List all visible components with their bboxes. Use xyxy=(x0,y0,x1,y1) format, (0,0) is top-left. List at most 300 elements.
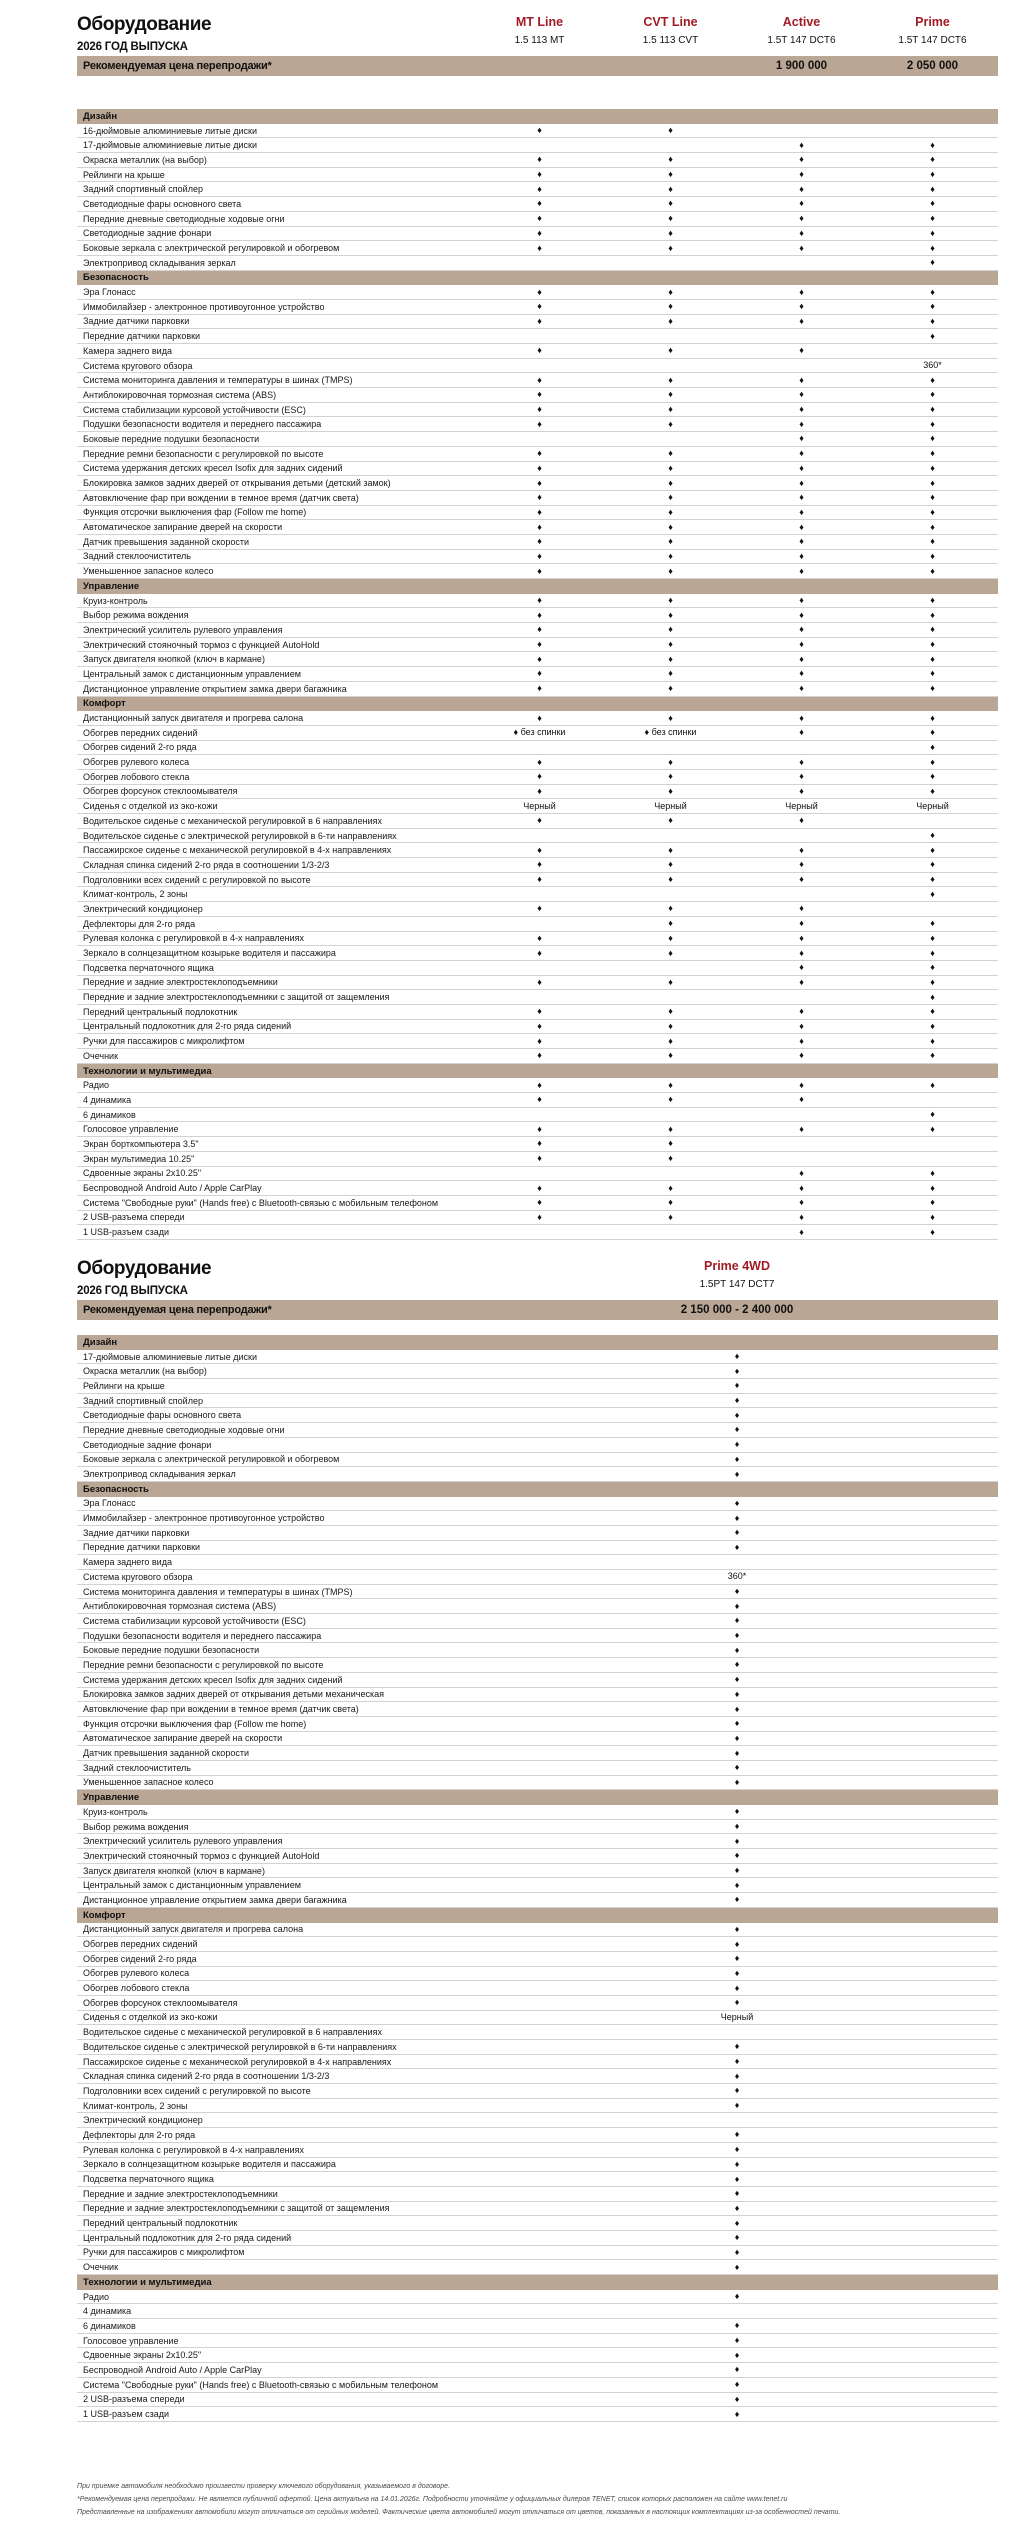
feature-label: Система удержания детских кресел Isofix для задних сидений xyxy=(83,463,343,474)
feature-value: ♦ xyxy=(799,139,804,150)
feature-value: ♦ xyxy=(537,301,542,312)
feature-label: Задний спортивный спойлер xyxy=(83,184,203,195)
section-band: Безопасность xyxy=(77,271,998,286)
table-row xyxy=(77,1034,998,1049)
feature-label: Уменьшенное запасное колесо xyxy=(83,566,214,577)
feature-label: Боковые передние подушки безопасности xyxy=(83,1645,260,1656)
feature-label: Система стабилизации курсовой устойчивости (ESC) xyxy=(83,404,306,415)
feature-value: ♦ xyxy=(734,1630,740,1641)
footnote: Представленные на изображениях автомобили могут отличаться от серийных моделей. Фактические цвета автомобилей могут отличаться от цветов, показанных в настоящих комплектациях из-за особенностей печати. xyxy=(77,2509,841,2516)
feature-value: ♦ xyxy=(537,492,542,503)
table-title-block xyxy=(77,12,474,53)
table-row xyxy=(77,2393,998,2408)
feature-value: ♦ xyxy=(668,125,673,136)
feature-value: ♦ xyxy=(668,389,673,400)
feature-value: ♦ xyxy=(668,624,673,635)
feature-value: ♦ xyxy=(668,785,673,796)
feature-value: ♦ xyxy=(799,183,804,194)
feature-value: ♦ без спинки xyxy=(644,727,697,738)
table-row xyxy=(77,1005,998,1020)
feature-value: ♦ xyxy=(734,1821,740,1832)
table-row xyxy=(77,1570,998,1585)
price-label: Рекомендуемая цена перепродажи* xyxy=(83,1304,272,1316)
table-row xyxy=(77,2231,998,2246)
feature-label: Система удержания детских кресел Isofix для задних сидений xyxy=(83,1674,343,1685)
table-row xyxy=(77,1878,998,1893)
feature-value: ♦ xyxy=(734,1439,740,1450)
table-row xyxy=(77,1122,998,1137)
table-row xyxy=(77,829,998,844)
feature-label: Экран мультимедиа 10.25" xyxy=(83,1153,195,1164)
table-row xyxy=(77,1937,998,1952)
feature-value: ♦ xyxy=(930,962,935,973)
table-row xyxy=(77,1864,998,1879)
feature-value: ♦ xyxy=(734,1732,740,1743)
table-row xyxy=(77,961,998,976)
table-row xyxy=(77,1585,998,1600)
feature-label: Передние и задние электростеклоподъемники xyxy=(83,2188,278,2199)
feature-value: ♦ xyxy=(537,315,542,326)
feature-value: ♦ xyxy=(734,1688,740,1699)
feature-label: Передние дневные светодиодные ходовые огни xyxy=(83,213,285,224)
feature-value: ♦ xyxy=(537,389,542,400)
feature-label: Обогрев лобового стекла xyxy=(83,1983,190,1994)
feature-value: ♦ xyxy=(799,683,804,694)
feature-label: 16-дюймовые алюминиевые литые диски xyxy=(83,125,257,136)
table-row xyxy=(77,946,998,961)
feature-label: 1 USB-разъем сзади xyxy=(83,2409,170,2420)
feature-label: Подушки безопасности водителя и переднего пассажира xyxy=(83,1630,322,1641)
feature-label: Подсветка перчаточного ящика xyxy=(83,2174,214,2185)
section-band: Комфорт xyxy=(77,697,998,712)
feature-value: ♦ xyxy=(930,169,935,180)
feature-label: Центральный замок с дистанционным управлением xyxy=(83,668,301,679)
feature-label: Электрический усилитель рулевого управления xyxy=(83,1836,283,1847)
feature-value: ♦ xyxy=(668,492,673,503)
feature-value: ♦ xyxy=(930,1123,935,1134)
feature-value: ♦ xyxy=(537,1123,542,1134)
feature-value: ♦ xyxy=(537,521,542,532)
feature-label: Очечник xyxy=(83,1050,119,1061)
table-row xyxy=(77,1673,998,1688)
feature-label: Экран борткомпьютера 3.5" xyxy=(83,1138,199,1149)
feature-value: ♦ xyxy=(734,2217,740,2228)
feature-value: ♦ xyxy=(668,1050,673,1061)
feature-label: Система кругового обзора xyxy=(83,360,193,371)
feature-label: Передние и задние электростеклоподъемники с защитой от защемления xyxy=(83,992,390,1003)
feature-value: ♦ xyxy=(734,2408,740,2419)
feature-value: ♦ xyxy=(930,242,935,253)
table-row xyxy=(77,2378,998,2393)
feature-label: Водительское сиденье с механической регулировкой в 6 направлениях xyxy=(83,2027,383,2038)
table-row xyxy=(77,755,998,770)
feature-value: ♦ xyxy=(930,521,935,532)
table-row xyxy=(77,2187,998,2202)
feature-label: Электрический кондиционер xyxy=(83,903,203,914)
feature-value: ♦ xyxy=(668,550,673,561)
table-row xyxy=(77,476,998,491)
table-row xyxy=(77,520,998,535)
table-row xyxy=(77,1350,998,1365)
feature-value: ♦ xyxy=(668,595,673,606)
feature-label: Рулевая колонка с регулировкой в 4-х направлениях xyxy=(83,933,305,944)
feature-value: ♦ xyxy=(734,2041,740,2052)
feature-value: ♦ xyxy=(930,374,935,385)
feature-value: ♦ xyxy=(799,1050,804,1061)
footnotes xyxy=(77,2480,998,2519)
feature-value: ♦ xyxy=(799,169,804,180)
feature-value: ♦ xyxy=(799,1211,804,1222)
feature-label: Функция отсрочки выключения фар (Follow me home) xyxy=(83,1718,307,1729)
feature-label: Камера заднего вида xyxy=(83,1557,172,1568)
feature-value: ♦ xyxy=(930,1226,935,1237)
feature-value: ♦ xyxy=(668,374,673,385)
equipment-table-2wd xyxy=(77,12,998,1240)
table-row xyxy=(77,1658,998,1673)
feature-value: ♦ xyxy=(930,1211,935,1222)
feature-value: ♦ xyxy=(799,609,804,620)
feature-value: ♦ xyxy=(799,962,804,973)
feature-label: Запуск двигателя кнопкой (ключ в кармане) xyxy=(83,654,265,665)
feature-label: Эра Глонасс xyxy=(83,287,136,298)
feature-value: ♦ xyxy=(668,1035,673,1046)
feature-label: Передние датчики парковки xyxy=(83,1542,201,1553)
feature-value: ♦ xyxy=(537,242,542,253)
feature-value: ♦ xyxy=(799,448,804,459)
feature-value: ♦ xyxy=(668,1079,673,1090)
table-row xyxy=(77,1629,998,1644)
feature-value: ♦ xyxy=(734,1541,740,1552)
feature-label: Уменьшенное запасное колесо xyxy=(83,1777,214,1788)
feature-label: Сиденья с отделкой из эко-кожи xyxy=(83,801,218,812)
feature-value: ♦ xyxy=(930,844,935,855)
feature-value: ♦ xyxy=(930,183,935,194)
feature-label: Радио xyxy=(83,2291,109,2302)
section-band: Управление xyxy=(77,579,998,594)
table-row xyxy=(77,1152,998,1167)
feature-value: ♦ xyxy=(930,1079,935,1090)
table-row xyxy=(77,1167,998,1182)
table-row xyxy=(77,741,998,756)
feature-value: ♦ xyxy=(799,565,804,576)
trim-name: MT Line xyxy=(515,15,564,29)
feature-value: ♦ xyxy=(668,1211,673,1222)
feature-value: ♦ xyxy=(668,712,673,723)
table-row xyxy=(77,1776,998,1791)
feature-label: Очечник xyxy=(83,2262,119,2273)
feature-value: ♦ xyxy=(537,169,542,180)
feature-value: ♦ xyxy=(668,1020,673,1031)
trim-engine: 1.5T 147 DCT6 xyxy=(767,35,836,46)
feature-value: ♦ xyxy=(734,2379,740,2390)
feature-value: ♦ без спинки xyxy=(513,727,566,738)
feature-label: 17-дюймовые алюминиевые литые диски xyxy=(83,1351,257,1362)
feature-value: ♦ xyxy=(799,213,804,224)
feature-value: ♦ xyxy=(930,506,935,517)
feature-label: Дефлекторы для 2-го ряда xyxy=(83,2129,196,2140)
page-title: Оборудование xyxy=(77,14,212,35)
feature-value: ♦ xyxy=(668,918,673,929)
feature-value: ♦ xyxy=(930,1182,935,1193)
feature-label: Климат-контроль, 2 зоны xyxy=(83,889,188,900)
feature-value: ♦ xyxy=(930,213,935,224)
table-row xyxy=(77,315,998,330)
feature-value: ♦ xyxy=(930,389,935,400)
feature-label: Беспроводной Android Auto / Apple CarPlay xyxy=(83,1183,262,1194)
feature-value: ♦ xyxy=(930,198,935,209)
feature-label: Эра Глонасс xyxy=(83,1498,136,1509)
feature-label: Электрический усилитель рулевого управления xyxy=(83,624,283,635)
table-row xyxy=(77,638,998,653)
table-row xyxy=(77,285,998,300)
table-row xyxy=(77,2084,998,2099)
table-row xyxy=(77,1093,998,1108)
feature-label: Система кругового обзора xyxy=(83,1571,193,1582)
feature-value: ♦ xyxy=(537,183,542,194)
table-row xyxy=(77,197,998,212)
feature-value: ♦ xyxy=(799,932,804,943)
feature-value: ♦ xyxy=(668,154,673,165)
table-row xyxy=(77,535,998,550)
table-header xyxy=(77,1256,998,1297)
trim-column-header xyxy=(736,12,867,46)
feature-value: ♦ xyxy=(930,991,935,1002)
feature-value: ♦ xyxy=(537,1020,542,1031)
feature-value: ♦ xyxy=(734,1762,740,1773)
feature-value: ♦ xyxy=(537,345,542,356)
feature-value: ♦ xyxy=(734,1586,740,1597)
trim-name: CVT Line xyxy=(643,15,698,29)
table-row xyxy=(77,1805,998,1820)
table-row xyxy=(77,462,998,477)
feature-value: ♦ xyxy=(734,1806,740,1817)
feature-value: ♦ xyxy=(799,1123,804,1134)
table-header xyxy=(77,12,998,53)
feature-value: ♦ xyxy=(537,448,542,459)
feature-label: Обогрев лобового стекла xyxy=(83,771,190,782)
feature-label: Электрический стояночный тормоз с функцией AutoHold xyxy=(83,639,320,650)
equipment-table-4wd xyxy=(77,1256,998,2422)
feature-label: Автовключение фар при вождении в темное время (датчик света) xyxy=(83,492,359,503)
feature-value: ♦ xyxy=(799,198,804,209)
feature-value: ♦ xyxy=(668,815,673,826)
feature-value: ♦ xyxy=(668,668,673,679)
table-row xyxy=(77,124,998,139)
feature-label: Водительское сиденье с электрической регулировкой в 6-ти направлениях xyxy=(83,830,397,841)
table-row xyxy=(77,2025,998,2040)
table-row xyxy=(77,1555,998,1570)
feature-value: ♦ xyxy=(734,2335,740,2346)
feature-label: Подголовники всех сидений с регулировкой по высоте xyxy=(83,874,311,885)
feature-value: ♦ xyxy=(537,550,542,561)
feature-value: ♦ xyxy=(734,2349,740,2360)
feature-value: ♦ xyxy=(930,330,935,341)
feature-value: ♦ xyxy=(930,1020,935,1031)
section-band: Дизайн xyxy=(77,109,998,124)
feature-value: ♦ xyxy=(668,874,673,885)
table-row xyxy=(77,1761,998,1776)
feature-value: ♦ xyxy=(668,639,673,650)
feature-value: ♦ xyxy=(734,2261,740,2272)
feature-label: Передний центральный подлокотник xyxy=(83,1006,238,1017)
feature-value: ♦ xyxy=(799,1094,804,1105)
feature-value: ♦ xyxy=(537,653,542,664)
feature-value: ♦ xyxy=(799,947,804,958)
model-year-label: 2026 ГОД ВЫПУСКА xyxy=(77,1285,188,1297)
feature-label: Передние и задние электростеклоподъемники с защитой от защемления xyxy=(83,2203,390,2214)
feature-value: ♦ xyxy=(668,756,673,767)
table-row xyxy=(77,153,998,168)
trim-engine: 1.5PT 147 DCT7 xyxy=(699,1279,775,1290)
feature-value: ♦ xyxy=(930,154,935,165)
feature-label: Датчик превышения заданной скорости xyxy=(83,1748,249,1759)
feature-value: ♦ xyxy=(537,154,542,165)
feature-value: ♦ xyxy=(537,565,542,576)
section-band: Технологии и мультимедиа xyxy=(77,1064,998,1079)
feature-value: ♦ xyxy=(799,227,804,238)
table-row xyxy=(77,1364,998,1379)
trim-engine: 1.5 113 CVT xyxy=(642,35,699,46)
feature-label: Подушки безопасности водителя и переднего пассажира xyxy=(83,419,322,430)
table-row xyxy=(77,799,998,814)
feature-value: ♦ xyxy=(537,1006,542,1017)
feature-value: ♦ xyxy=(734,1894,740,1905)
feature-label: Рулевая колонка с регулировкой в 4-х направлениях xyxy=(83,2144,305,2155)
feature-value: ♦ xyxy=(734,1879,740,1890)
feature-value: ♦ xyxy=(537,213,542,224)
feature-value: ♦ xyxy=(537,1182,542,1193)
feature-value: ♦ xyxy=(537,756,542,767)
feature-label: Обогрев форсунок стеклоомывателя xyxy=(83,786,238,797)
table-row xyxy=(77,1225,998,1240)
section-band: Дизайн xyxy=(77,1335,998,1350)
feature-value: ♦ xyxy=(537,477,542,488)
table-row xyxy=(77,726,998,741)
feature-value: ♦ xyxy=(537,624,542,635)
feature-value: ♦ xyxy=(668,653,673,664)
table-row xyxy=(77,212,998,227)
feature-value: ♦ xyxy=(734,1615,740,1626)
feature-value: ♦ xyxy=(537,1138,542,1149)
feature-value: ♦ xyxy=(734,1865,740,1876)
feature-label: Блокировка замков задних дверей от открывания детьми механическая xyxy=(83,1689,384,1700)
feature-value: ♦ xyxy=(799,404,804,415)
feature-value: ♦ xyxy=(734,1776,740,1787)
feature-label: Окраска металлик (на выбор) xyxy=(83,154,207,165)
feature-value: ♦ xyxy=(799,418,804,429)
feature-label: Обогрев рулевого колеса xyxy=(83,1968,190,1979)
feature-value: ♦ xyxy=(930,448,935,459)
feature-value: ♦ xyxy=(537,418,542,429)
feature-label: Система мониторинга давления и температуры в шинах (TMPS) xyxy=(83,1586,353,1597)
feature-value: ♦ xyxy=(799,859,804,870)
feature-label: Боковые передние подушки безопасности xyxy=(83,433,260,444)
feature-label: Боковые зеркала с электрической регулировкой и обогревом xyxy=(83,243,340,254)
table-row xyxy=(77,1981,998,1996)
feature-label: 2 USB-разъема спереди xyxy=(83,2394,185,2405)
feature-value: ♦ xyxy=(930,418,935,429)
table-row xyxy=(77,1541,998,1556)
feature-value: ♦ xyxy=(930,609,935,620)
table-row xyxy=(77,1137,998,1152)
feature-value: ♦ xyxy=(734,1997,740,2008)
feature-value: ♦ xyxy=(537,976,542,987)
table-row xyxy=(77,785,998,800)
table-row xyxy=(77,711,998,726)
feature-label: Пассажирское сиденье с механической регулировкой в 4-х направлениях xyxy=(83,845,392,856)
table-row xyxy=(77,1211,998,1226)
table-row xyxy=(77,2113,998,2128)
feature-value: ♦ xyxy=(930,492,935,503)
feature-value: ♦ xyxy=(799,315,804,326)
feature-label: Сиденья с отделкой из эко-кожи xyxy=(83,2012,218,2023)
feature-value: ♦ xyxy=(668,1123,673,1134)
feature-value: ♦ xyxy=(537,932,542,943)
trim-column-header xyxy=(605,12,736,46)
feature-value: ♦ xyxy=(537,404,542,415)
table-row xyxy=(77,1394,998,1409)
feature-label: Задний стеклоочиститель xyxy=(83,1762,191,1773)
feature-value: ♦ xyxy=(930,1167,935,1178)
feature-value: ♦ xyxy=(930,918,935,929)
table-row xyxy=(77,976,998,991)
table-row xyxy=(77,652,998,667)
feature-value: ♦ xyxy=(537,595,542,606)
feature-value: ♦ xyxy=(930,771,935,782)
feature-value: Черный xyxy=(523,800,556,811)
table-row xyxy=(77,2143,998,2158)
feature-value: ♦ xyxy=(537,859,542,870)
feature-label: Обогрев передних сидений xyxy=(83,727,198,738)
feature-label: Складная спинка сидений 2-го ряда в соотношении 1/3-2/3 xyxy=(83,2071,330,2082)
feature-value: ♦ xyxy=(930,1006,935,1017)
feature-value: ♦ xyxy=(668,345,673,356)
feature-label: Беспроводной Android Auto / Apple CarPlay xyxy=(83,2364,262,2375)
feature-value: ♦ xyxy=(668,198,673,209)
table-row xyxy=(77,329,998,344)
feature-value: ♦ xyxy=(537,1094,542,1105)
table-row xyxy=(77,2011,998,2026)
table-row xyxy=(77,1408,998,1423)
feature-label: 4 динамика xyxy=(83,1094,132,1105)
feature-value: ♦ xyxy=(799,345,804,356)
section-band: Комфорт xyxy=(77,1908,998,1923)
feature-label: Датчик превышения заданной скорости xyxy=(83,536,249,547)
feature-value: ♦ xyxy=(734,1409,740,1420)
feature-value: ♦ xyxy=(537,506,542,517)
feature-label: Дистанционное управление открытием замка двери багажника xyxy=(83,683,347,694)
feature-value: ♦ xyxy=(734,1380,740,1391)
feature-value: ♦ xyxy=(930,1050,935,1061)
feature-value: ♦ xyxy=(734,1923,740,1934)
feature-label: Подсветка перчаточного ящика xyxy=(83,962,214,973)
table-row xyxy=(77,902,998,917)
feature-label: Зеркало в солнцезащитном козырьке водителя и пассажира xyxy=(83,948,336,959)
feature-value: ♦ xyxy=(799,242,804,253)
feature-value: ♦ xyxy=(799,286,804,297)
feature-label: Дистанционный запуск двигателя и прогрева салона xyxy=(83,713,304,724)
trim-engine: 1.5 113 MT xyxy=(514,35,565,46)
table-row xyxy=(77,623,998,638)
trim-column-header xyxy=(474,12,605,46)
table-row xyxy=(77,1078,998,1093)
table-row xyxy=(77,1526,998,1541)
feature-label: Передние датчики парковки xyxy=(83,331,201,342)
feature-value: ♦ xyxy=(668,536,673,547)
feature-value: ♦ xyxy=(537,844,542,855)
feature-value: ♦ xyxy=(537,947,542,958)
table-row xyxy=(77,2348,998,2363)
